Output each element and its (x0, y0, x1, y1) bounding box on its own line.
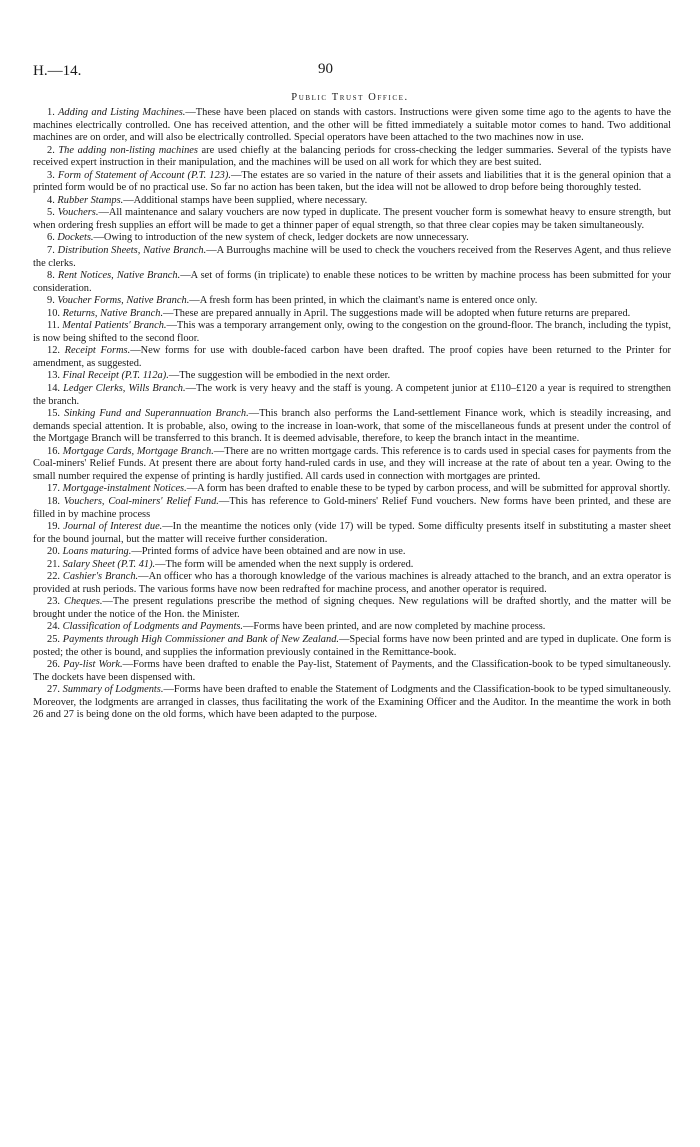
paragraph-number: 26. (47, 659, 60, 671)
paragraph (33, 383, 671, 408)
paragraph (33, 345, 671, 370)
paragraph-number: 14. (47, 383, 60, 395)
paragraph (33, 295, 671, 308)
paragraph-text: —Printed forms of advice have been obtained and are now in use. (131, 546, 406, 558)
paragraph-number: 21. (47, 558, 60, 570)
paragraph-heading: Loans maturing. (62, 546, 132, 558)
paragraph (33, 559, 671, 572)
paragraph-text: —The present regulations prescribe the method of signing cheques. New regulations will be drafted shortly, and the matter will be brought under the notice of the Hon. the Minister. (33, 596, 671, 620)
series-header: H.—14. (33, 63, 82, 79)
paragraph-text: —The form will be amended when the next supply is ordered. (155, 558, 414, 570)
paragraph-heading: Pay-list Work. (63, 659, 123, 671)
paragraph-number: 3. (47, 169, 55, 181)
paragraph-number: 15. (47, 408, 60, 420)
paragraph-text: —This has reference to Gold-miners' Relief Fund vouchers. New forms have been printed, and these are filled in by machine process (33, 495, 671, 520)
paragraph (33, 232, 671, 245)
paragraph-number: 12. (47, 345, 60, 357)
paragraph-heading: Mental Patients' Branch. (62, 320, 167, 332)
paragraph (33, 496, 671, 521)
paragraph-heading: Dockets. (57, 232, 94, 244)
paragraph-number: 18. (47, 495, 60, 507)
paragraph-text: —The estates are so varied in the nature of their assets and liabilities that it is the general opinion that a printed form would be of no practical use. So far no action has been taken, but the idea will not be allowed to drop before being thoroughly tested. (33, 169, 671, 194)
paragraph-text: —A Burroughs machine will be used to check the vouchers received from the Reserves Agent, and thus relieve the clerks. (33, 245, 671, 269)
paragraph (33, 596, 671, 621)
paragraph-number: 6. (47, 232, 55, 244)
paragraph-text: —All maintenance and salary vouchers are now typed in duplicate. The present voucher form is somewhat heavy to ensure strength, but when ordering fresh supplies an effort will be made to get a thinner paper of equal strength, so that three clear copies may be taken simultaneously. (33, 207, 671, 231)
paragraph-text: are used chiefly at the balancing periods for cross-checking the ledger summaries. Several of the typists have received expert instruction in their manipulation, and the machines will be used on all work for which they are best suited. (33, 144, 671, 169)
paragraph-heading: Payments through High Commissioner and Bank of New Zealand. (62, 633, 339, 645)
paragraph (33, 270, 671, 295)
paragraph (33, 207, 671, 232)
paragraph-number: 1. (47, 107, 55, 118)
paragraph-text: —These have been placed on stands with castors. Instructions were given some time ago to the agents to have the machines electrically controlled. One has received attention, and the other will be fitted immediately a suitable motor comes to hand. Two additional machines are on order, and will also be electrically controlled. Special operators have been attached to the two machines now in use. (33, 107, 671, 144)
paragraph-number: 2. (47, 144, 55, 156)
paragraph-number: 17. (47, 483, 60, 495)
paragraph-text: —Special forms have now been printed and are typed in duplicate. One form is posted; the other is bound, and supplies the information previously contained in the Remittance-book. (33, 633, 671, 658)
paragraph-number: 20. (47, 546, 60, 558)
paragraph-text: —An officer who has a thorough knowledge of the various machines is already attached to the branch, and an extra operator is provided at rush periods. The various forms have now been redrafted for machine process, and another operator is required. (33, 571, 671, 595)
paragraph-heading: Final Receipt (P.T. 112a). (62, 370, 169, 382)
paragraph-heading: Journal of Interest due. (63, 521, 163, 533)
paragraph (33, 659, 671, 684)
paragraph (33, 170, 671, 195)
paragraph (33, 107, 671, 145)
paragraph-text: —A set of forms (in triplicate) to enable these notices to be written by machine process has been submitted for your consideration. (33, 270, 671, 294)
paragraph-heading: Summary of Lodgments. (62, 684, 164, 696)
paragraph (33, 546, 671, 559)
paragraph-number: 13. (47, 370, 60, 382)
paragraph-number: 9. (47, 295, 55, 307)
paragraph-heading: Rubber Stamps. (57, 194, 124, 206)
paragraph (33, 483, 671, 496)
paragraph-number: 16. (47, 445, 60, 457)
page-number: 90 (318, 61, 333, 77)
paragraph (33, 621, 671, 634)
paragraph-heading: The adding non-listing machines (58, 144, 198, 156)
paragraph-text: —Forms have been printed, and are now completed by machine process. (243, 621, 546, 633)
paragraph (33, 446, 671, 484)
paragraph (33, 408, 671, 446)
paragraph-heading: Classification of Lodgments and Payments. (62, 621, 243, 633)
paragraph-number: 19. (47, 521, 60, 533)
paragraph (33, 245, 671, 270)
paragraph (33, 308, 671, 321)
paragraph-number: 10. (47, 307, 60, 319)
paragraph-heading: Form of Statement of Account (P.T. 123). (57, 169, 231, 181)
paragraph-heading: Rent Notices, Native Branch. (57, 270, 181, 282)
paragraph-heading: Voucher Forms, Native Branch. (57, 295, 190, 307)
paragraph (33, 684, 671, 722)
paragraph-text: —A form has been drafted to enable these to be typed by carbon process, and will be submitted for approval shortly. (186, 483, 671, 495)
paragraph-heading: Sinking Fund and Superannuation Branch. (64, 408, 249, 420)
paragraph (33, 571, 671, 596)
paragraph-text: —This was a temporary arrangement only, owing to the congestion on the ground-floor. The branch, including the typist, is now being shifted to the second floor. (33, 320, 671, 344)
paragraph-text: —There are no written mortgage cards. This reference is to cards used in special cases for payments from the Coal-miners' Relief Funds. At present there are about forty hand-ruled cards in use, and they will increase at the rate of about ten a year. Owing to the small number required the expense of printing is hardly justified. All cards used in connection with mortgages are printed. (33, 445, 671, 482)
paragraph (33, 320, 671, 345)
paragraph-heading: Ledger Clerks, Wills Branch. (63, 383, 186, 395)
paragraph-heading: Distribution Sheets, Native Branch. (57, 245, 207, 257)
paragraph-number: 24. (47, 621, 60, 633)
paragraph-text: —The suggestion will be embodied in the next order. (168, 370, 391, 382)
paragraph-text: —These are prepared annually in April. The suggestions made will be adopted when future returns are prepared. (163, 307, 631, 319)
document-body (33, 107, 671, 722)
paragraph-number: 22. (47, 571, 60, 583)
paragraph (33, 195, 671, 208)
paragraph-number: 8. (47, 270, 55, 282)
paragraph (33, 521, 671, 546)
paragraph-text: —Forms have been drafted to enable the Statement of Lodgments and the Classification-book to be typed simultaneously. Moreover, the lodgments are arranged in classes, thus facilitating the work of the Examining Officer and the Auditor. In the meantime the work in both 26 and 27 is being done on the old forms, which have been adapted to the purpose. (33, 684, 671, 721)
paragraph-number: 25. (47, 633, 60, 645)
paragraph-number: 11. (47, 320, 60, 332)
paragraph-text: —Owing to introduction of the new system of check, ledger dockets are now unnecessary. (93, 232, 469, 244)
paragraph-text: —Forms have been drafted to enable the Pay-list, Statement of Payments, and the Classification-book to be typed simultaneously. The dockets have been dispensed with. (33, 659, 671, 683)
paragraph (33, 634, 671, 659)
paragraph-heading: Salary Sheet (P.T. 41). (62, 558, 156, 570)
paragraph-text: —In the meantime the notices only (vide 17) will be typed. Some difficulty presents itself in substituting a master sheet for the bound journal, but the matter will receive further consideration. (33, 521, 671, 545)
paragraph-text: —A fresh form has been printed, in which the claimant's name is entered once only. (189, 295, 538, 307)
paragraph-heading: Cheques. (64, 596, 103, 608)
paragraph-heading: Adding and Listing Machines. (58, 107, 186, 118)
paragraph-text: —New forms for use with double-faced carbon have been drafted. The proof copies have been returned to the Printer for amendment, as suggested. (33, 345, 671, 369)
paragraph-heading: Returns, Native Branch. (62, 307, 164, 319)
paragraph-text: —This branch also performs the Land-settlement Finance work, which is steadily increasing, and demands special attention. It is probable, also, owing to the increase in loan-work, that some of the miscellaneous funds at present under the control of the Mortgage Branch will be transferred to this branch. It is deemed advisable, therefore, to keep the branch intact in the meantime. (33, 408, 671, 445)
paragraph-heading: Receipt Forms. (64, 345, 131, 357)
section-title: Public Trust Office. (291, 92, 409, 103)
paragraph-number: 5. (47, 207, 55, 219)
paragraph-number: 7. (47, 245, 55, 257)
paragraph-heading: Cashier's Branch. (62, 571, 139, 583)
paragraph-heading: Mortgage-instalment Notices. (62, 483, 187, 495)
paragraph (33, 370, 671, 383)
paragraph-number: 23. (47, 596, 60, 608)
paragraph (33, 145, 671, 170)
paragraph-number: 4. (47, 194, 55, 206)
paragraph-heading: Vouchers, Coal-miners' Relief Fund. (63, 495, 219, 507)
paragraph-text: —Additional stamps have been supplied, where necessary. (123, 194, 368, 206)
paragraph-text: —The work is very heavy and the staff is young. A competent junior at £110–£120 a year is required to strengthen the branch. (33, 383, 671, 407)
paragraph-number: 27. (47, 684, 60, 696)
paragraph-heading: Vouchers. (57, 207, 99, 219)
paragraph-heading: Mortgage Cards, Mortgage Branch. (62, 445, 214, 457)
